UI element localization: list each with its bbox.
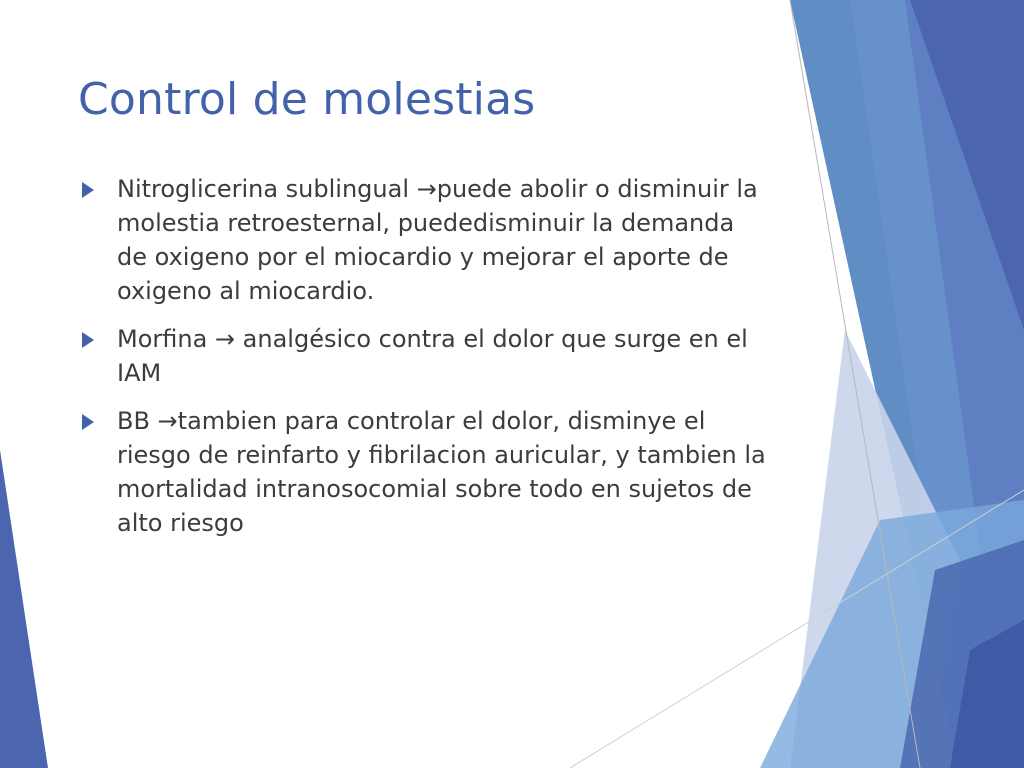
facet-shape — [0, 450, 48, 768]
bullet-text: Nitroglicerina sublingual →puede abolir o disminuir la molestia retroesternal, puededisminuir la demanda de oxigeno por el miocardio y mejorar el aporte de oxigeno al miocardio. — [117, 175, 758, 305]
bullet-list — [80, 172, 770, 554]
bullet-text: Morfina → analgésico contra el dolor que surge en el IAM — [117, 325, 748, 387]
bullet-item — [80, 172, 770, 308]
bullet-item — [80, 322, 770, 390]
bullet-text: BB →tambien para controlar el dolor, disminye el riesgo de reinfarto y fibrilacion auricular, y tambien la mortalidad intranosocomial sobre todo en sujetos de alto riesgo — [117, 407, 766, 537]
triangle-right-icon — [82, 332, 94, 348]
triangle-right-icon — [82, 414, 94, 430]
triangle-right-icon — [82, 182, 94, 198]
slide-title: Control de molestias — [78, 74, 536, 125]
bullet-item — [80, 404, 770, 540]
